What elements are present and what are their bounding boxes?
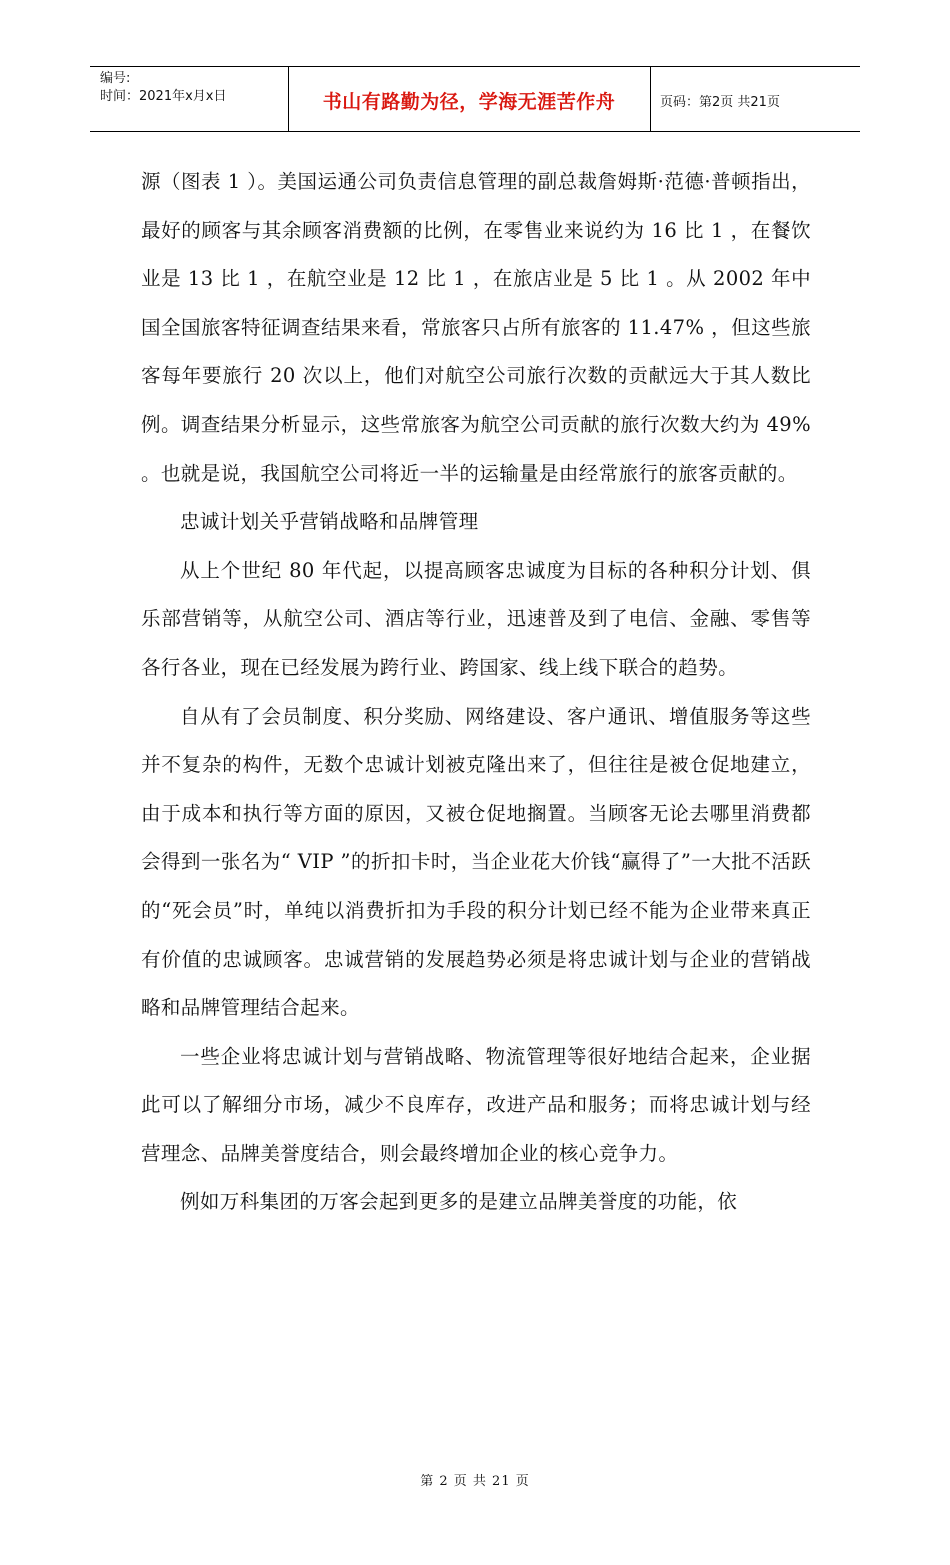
document-body [141, 158, 811, 1227]
body-paragraph: 例如万科集团的万客会起到更多的是建立品牌美誉度的功能，依 [180, 1190, 738, 1214]
header-motto: 书山有路勤为径，学海无涯苦作舟 [322, 91, 616, 113]
header-motto-cell [288, 67, 651, 131]
document-number-label: 编号: [100, 71, 131, 86]
page-header [90, 66, 860, 132]
header-page-code: 页码：第2页 共21页 [660, 95, 780, 110]
body-paragraph: 自从有了会员制度、积分奖励、网络建设、客户通讯、增值服务等这些并不复杂的构件，无数个忠诚计划被克隆出来了，但往往是被仓促地建立，由于成本和执行等方面的原因，又被仓促地搁置。当顾客无论去哪里消费都会得到一张名为“ VIP ”的折扣卡时，当企业花大价钱“赢得了”一大批不活跃的“死会员”时，单纯以消费折扣为手段的积分计划已经不能为企业带来真正有价值的忠诚顾客。忠诚营销的发展趋势必须是将忠诚计划与企业的营销战略和品牌管理结合起来。 [141, 704, 811, 1020]
page-footer: 第 2 页 共 21 页 [420, 1474, 530, 1489]
body-paragraph: 一些企业将忠诚计划与营销战略、物流管理等很好地结合起来，企业据此可以了解细分市场，减少不良库存，改进产品和服务；而将忠诚计划与经营理念、品牌美誉度结合，则会最终增加企业的核心竞争力。 [141, 1044, 811, 1165]
header-page-cell [650, 67, 860, 131]
body-paragraph: 源（图表 1 ）。美国运通公司负责信息管理的副总裁詹姆斯·范德·普顿指出，最好的顾客与其余顾客消费额的比例，在零售业来说约为 16 比 1 ，在餐饮业是 13 比 1 ，在航空业是 12 比 1 ，在旅店业是 5 比 1 。从 2002 年中国全国旅客特征调查结果来看，常旅客只占所有旅客的 11.47% ，但这些旅客每年要旅行 20 次以上，他们对航空公司旅行次数的贡献远大于其人数比例。调查结果分析显示，这些常旅客为航空公司贡献的旅行次数大约为 49% 。也就是说，我国航空公司将近一半的运输量是由经常旅行的旅客贡献的。 [141, 170, 811, 485]
header-meta [90, 67, 289, 131]
document-time-label: 时间：2021年x月x日 [100, 89, 227, 104]
section-heading: 忠诚计划关乎营销战略和品牌管理 [180, 510, 479, 534]
body-paragraph: 从上个世纪 80 年代起，以提高顾客忠诚度为目标的各种积分计划、俱乐部营销等，从航空公司、酒店等行业，迅速普及到了电信、金融、零售等各行各业，现在已经发展为跨行业、跨国家、线上线下联合的趋势。 [141, 558, 811, 679]
